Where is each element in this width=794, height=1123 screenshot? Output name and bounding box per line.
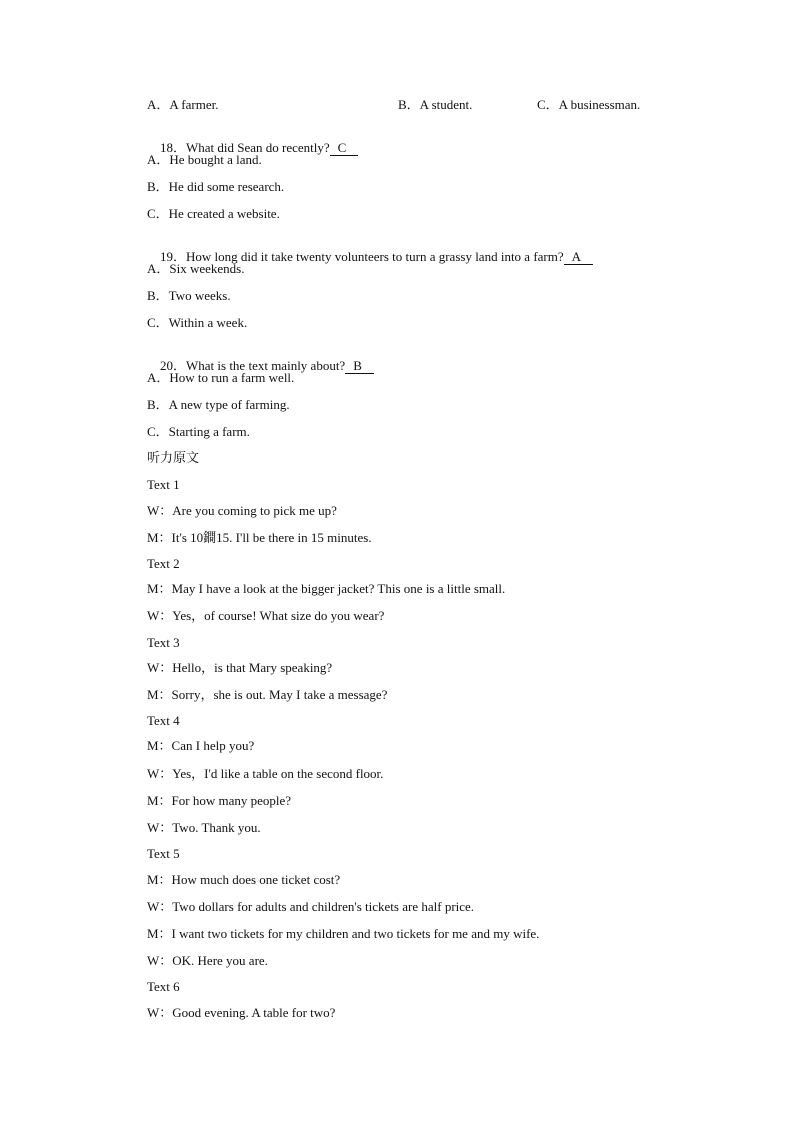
transcript-line: M：How much does one ticket cost? (147, 872, 341, 887)
transcript-line: W：Good evening. A table for two? (147, 1005, 336, 1020)
q19-question-text: 19．How long did it take twenty volunteers to turn a grassy land into a farm? (160, 249, 564, 264)
q17-option-c: C．A businessman. (537, 97, 641, 112)
transcript-line: W：Are you coming to pick me up? (147, 503, 337, 518)
transcript-line: M：Sorry，she is out. May I take a message? (147, 687, 388, 702)
transcript-line: Text 3 (147, 635, 180, 650)
q17-option-b: B．A student. (398, 97, 473, 112)
q18-answer: C (330, 140, 359, 156)
transcript-line: W：Two. Thank you. (147, 820, 261, 835)
transcript-line: M：It's 10鐧15. I'll be there in 15 minutes. (147, 530, 372, 545)
transcript-line: Text 6 (147, 979, 180, 994)
q18-option-b: B．He did some research. (147, 179, 285, 194)
transcript-line: Text 5 (147, 846, 180, 861)
q20-question-text: 20．What is the text mainly about? (160, 358, 346, 373)
q19-option-a: A．Six weekends. (147, 261, 245, 276)
q20-option-b: B．A new type of farming. (147, 397, 290, 412)
q18-option-c: C．He created a website. (147, 206, 280, 221)
transcript-heading: 听力原文 (147, 451, 200, 466)
q19-option-c: C．Within a week. (147, 315, 248, 330)
transcript-line: W：Hello，is that Mary speaking? (147, 660, 333, 675)
q20-option-a: A．How to run a farm well. (147, 370, 295, 385)
transcript-line: M：Can I help you? (147, 738, 255, 753)
transcript-line: M：I want two tickets for my children and two tickets for me and my wife. (147, 926, 540, 941)
q20-option-c: C．Starting a farm. (147, 424, 250, 439)
transcript-line: M：For how many people? (147, 793, 292, 808)
q17-option-a: A．A farmer. (147, 97, 219, 112)
transcript-line: Text 2 (147, 556, 180, 571)
q19-option-b: B．Two weeks. (147, 288, 231, 303)
transcript-line: W：Two dollars for adults and children's tickets are half price. (147, 899, 475, 914)
transcript-line: W：Yes，of course! What size do you wear? (147, 608, 385, 623)
transcript-line: Text 1 (147, 477, 180, 492)
transcript-line: Text 4 (147, 713, 180, 728)
q18-option-a: A．He bought a land. (147, 152, 262, 167)
transcript-line: M：May I have a look at the bigger jacket? This one is a little small. (147, 581, 506, 596)
q18-question-text: 18．What did Sean do recently? (160, 140, 330, 155)
transcript-line: W：Yes，I'd like a table on the second floor. (147, 766, 384, 781)
q19-answer: A (564, 249, 593, 265)
q20-answer: B (345, 358, 374, 374)
transcript-line: W：OK. Here you are. (147, 953, 268, 968)
